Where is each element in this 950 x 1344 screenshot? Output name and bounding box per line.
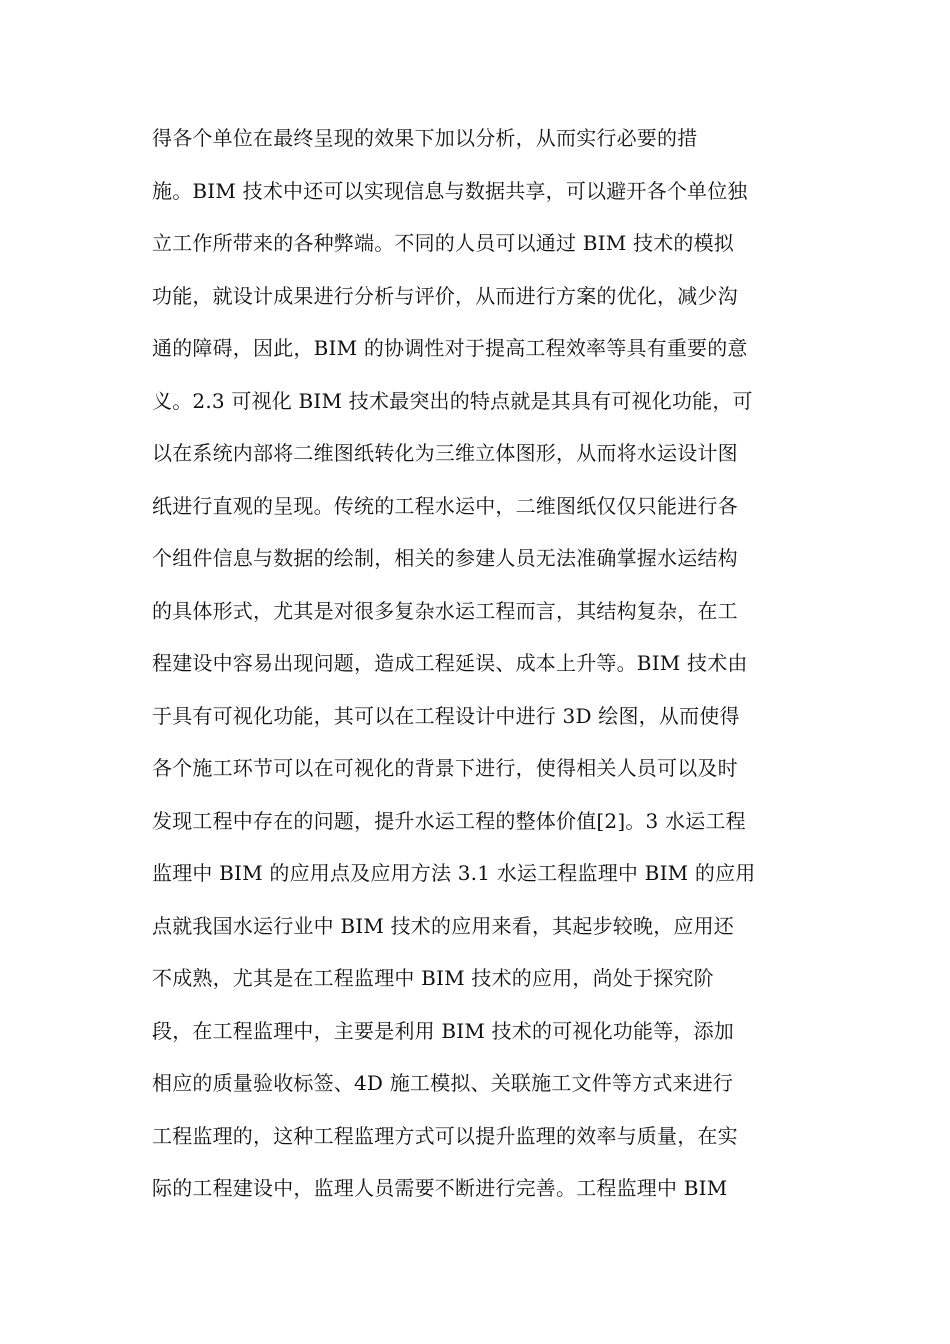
text-line: 工程监理的，这种工程监理方式可以提升监理的效率与质量，在实 xyxy=(152,1123,738,1148)
text-line: 的具体形式，尤其是对很多复杂水运工程而言，其结构复杂，在工 xyxy=(152,598,738,623)
text-line: 际的工程建设中，监理人员需要不断进行完善。工程监理中 BIM xyxy=(152,1176,728,1200)
text-line: 功能，就设计成果进行分析与评价，从而进行方案的优化，减少沟 xyxy=(152,283,738,308)
text-line: 各个施工环节可以在可视化的背景下进行，使得相关人员可以及时 xyxy=(152,756,738,780)
text-line: 程建设中容易出现问题，造成工程延误、成本上升等。BIM 技术由 xyxy=(152,651,748,675)
text-line: 纸进行直观的呈现。传统的工程水运中，二维图纸仅仅只能进行各 xyxy=(152,493,738,518)
text-line: 以在系统内部将二维图纸转化为三维立体图形，从而将水运设计图 xyxy=(152,441,738,465)
text-line: 不成熟，尤其是在工程监理中 BIM 技术的应用，尚处于探究阶 xyxy=(152,966,714,990)
text-line: 段，在工程监理中，主要是利用 BIM 技术的可视化功能等，添加 xyxy=(152,1018,734,1043)
text-line: 通的障碍，因此，BIM 的协调性对于提高工程效率等具有重要的意 xyxy=(152,336,748,360)
text-line: 立工作所带来的各种弊端。不同的人员可以通过 BIM 技术的模拟 xyxy=(152,231,734,255)
text-line: 发现工程中存在的问题，提升水运工程的整体价值[2]。3 水运工程 xyxy=(152,808,746,833)
text-line: 个组件信息与数据的绘制，相关的参建人员无法准确掌握水运结构 xyxy=(152,546,738,570)
text-line: 施。BIM 技术中还可以实现信息与数据共享，可以避开各个单位独 xyxy=(152,178,748,203)
text-line: 得各个单位在最终呈现的效果下加以分析，从而实行必要的措 xyxy=(152,126,698,150)
text-line: 于具有可视化功能，其可以在工程设计中进行 3D 绘图，从而使得 xyxy=(152,703,740,728)
body-text xyxy=(152,112,812,1215)
text-line: 义。2.3 可视化 BIM 技术最突出的特点就是其具有可视化功能，可 xyxy=(152,388,753,413)
text-line: 点就我国水运行业中 BIM 技术的应用来看，其起步较晚，应用还 xyxy=(152,913,734,938)
text-line: 监理中 BIM 的应用点及应用方法 3.1 水运工程监理中 BIM 的应用 xyxy=(152,861,756,885)
text-line: 相应的质量验收标签、4D 施工模拟、关联施工文件等方式来进行 xyxy=(152,1071,734,1095)
